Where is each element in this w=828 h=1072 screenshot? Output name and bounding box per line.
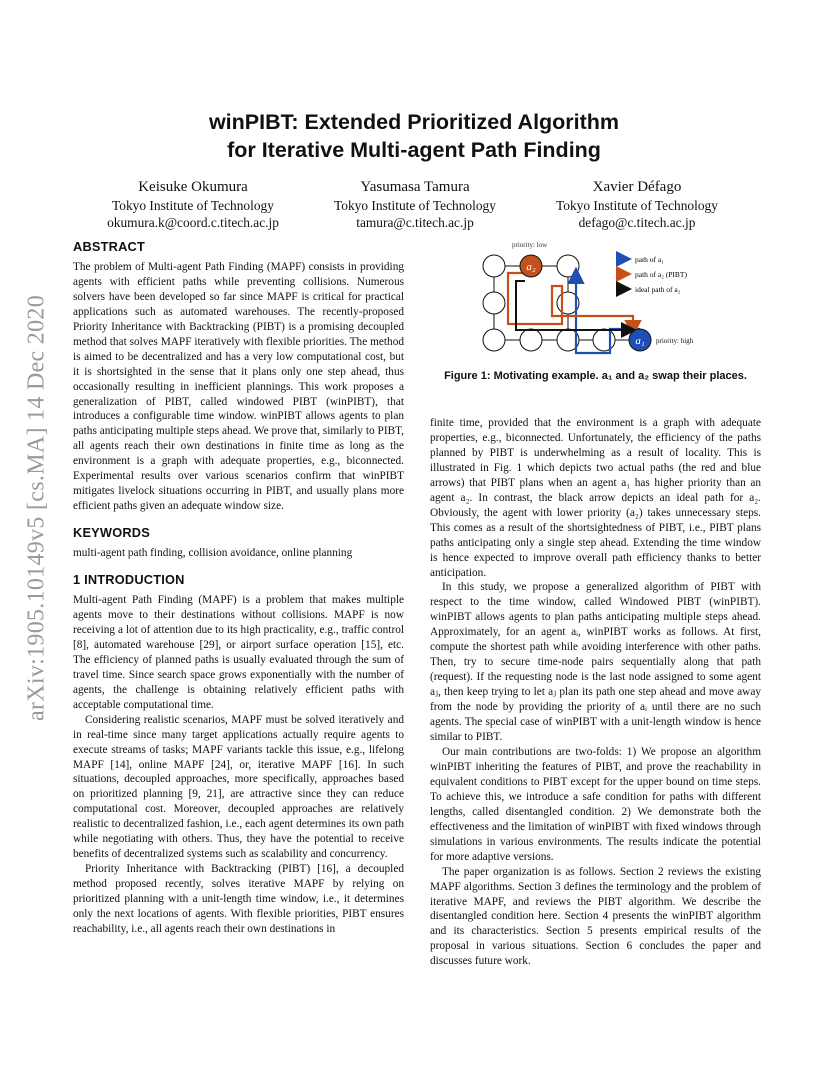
- author-email: tamura@c.titech.ac.jp: [356, 215, 474, 230]
- keywords-heading: KEYWORDS: [73, 525, 150, 541]
- figure-legend: [616, 255, 687, 294]
- intro-paragraph-2: Considering realistic scenarios, MAPF must be solved iteratively and in real-time since many target applications actually require agents to execute streams of tasks; MAPF variants tackle this issue, e.g., lifelong MAPF [14], online MAPF [24], or, iterative MAPF [16]. In such situations, decoupled approaches, more specifically, approaches based on prioritized planning [9, 21], are attractive since they can reduce computational cost. Moreover, decoupled approaches are relatively realistic to decentralized fashion, i.e., each agent determines its own path while negotiating with others. Thus, they have the potential to receive benefits of decentralized systems such as scalability and concurrency.: [73, 713, 404, 861]
- figure-1-caption: Figure 1: Motivating example. a₁ and a₂ swap their places.: [444, 370, 747, 382]
- graph-nodes: [483, 255, 615, 351]
- priority-high-label: priority: high: [656, 337, 694, 345]
- priority-low-label: priority: low: [512, 241, 548, 249]
- arxiv-sidebar: arXiv:1905.10149v5 [cs.MA] 14 Dec 2020: [23, 295, 50, 721]
- author-1: [68, 177, 318, 231]
- author-3: [512, 177, 762, 231]
- author-2: [290, 177, 540, 231]
- introduction-heading: 1 INTRODUCTION: [73, 572, 185, 588]
- left-column: [73, 240, 404, 937]
- abstract-heading: ABSTRACT: [73, 239, 145, 254]
- legend-path-a1: path of a₁: [635, 255, 664, 264]
- right-paragraph-1: finite time, provided that the environment is a graph with adequate properties, e.g., biconnected. Unfortunately, the efficiency of the paths planned by PIBT is underwhelming as a result of locality. This is illustrated in Fig. 1 which depicts two actual paths (the red and blue arrows) that PIBT plans when an agent a₁ has higher priority than an agent a₂. In contrast, the black arrow depicts an ideal path for a₂. Obviously, the agent with lower priority (a₂) takes unnecessary steps. This comes as a result of the shortsightedness of PIBT, i.e., PIBT plans paths anticipating only a single step ahead. Extending the time window is hence expected to improve overall path efficiency thanks to better anticipation.: [430, 417, 761, 579]
- intro-paragraph-3: Priority Inheritance with Backtracking (PIBT) [16], a decoupled method proposed recently, solves iterative MAPF by relying on prioritized planning with a unit-length time window, i.e., it determines only the next locations of agents. With flexible priorities, PIBT ensures reachability, i.e., all agents reach their own destinations in: [73, 863, 404, 935]
- author-email: okumura.k@coord.c.titech.ac.jp: [107, 215, 279, 230]
- abstract-text: The problem of Multi-agent Path Finding (MAPF) consists in providing agents with efficient paths while preventing collisions. Numerous solvers have been developed so far since MAPF is critical for practical applications such as automated warehouses. The recently-proposed Priority Inheritance with Backtracking (PIBT) is a promising decoupled method that solves MAPF iteratively with flexible priorities. The method is aimed to be decentralized and has a very low computational cost, but it is shortsighted in the sense that it plans only one step ahead, thus occasionally resulting in inefficient plannings. This work proposes a generalization of PIBT, called windowed PIBT (winPIBT), that introduces a configurable time window. winPIBT allows agents to plan paths anticipating multiple steps ahead. We prove that, similarly to PIBT, all agents reach their own destinations in finite time as long as the environment is a graph with adequate properties, e.g., biconnected. Experimental results over various scenarios confirm that winPIBT mitigates livelock situations occurring in PIBT, and usually plans more efficient paths given an adequate window size.: [73, 260, 404, 513]
- author-affiliation: Tokyo Institute of Technology: [556, 198, 718, 213]
- right-paragraph-3: Our main contributions are two-folds: 1) We propose an algorithm winPIBT inheriting the features of PIBT, and prove the reachability in equivalent conditions to PIBT except for the upper bound on time steps. To achieve this, we introduce a safe condition for paths with different lengths, called disentangled condition. 2) We demonstrate both the effectiveness and the limitation of winPIBT with fixed windows through simulations in various environments. The results indicate the potential for more adaptive versions.: [430, 745, 761, 863]
- right-paragraph-2: In this study, we propose a generalized algorithm of PIBT with respect to the time window, called Windowed PIBT (winPIBT). winPIBT allows agents to plan paths anticipating multiple steps ahead. Approximately, for an agent aᵢ, winPIBT works as follows. At first, compute the shortest path while avoiding interference with other paths. Then, try to secure time-node pairs sequentially along that path (request). If the requesting node is the last node assigned to some agent aⱼ, then keep trying to let aⱼ plan its path one step ahead and move away from the node by providing the priority of aᵢ until there are no such agents. The special case of winPIBT with a unit-length window is hence similar to PIBT.: [430, 581, 761, 744]
- author-email: defago@c.titech.ac.jp: [578, 215, 696, 230]
- figure-1-diagram: [430, 236, 761, 386]
- author-affiliation: Tokyo Institute of Technology: [112, 198, 274, 213]
- author-name: Yasumasa Tamura: [360, 179, 470, 195]
- right-column: [430, 416, 761, 969]
- legend-path-a2-pibt: path of a₂ (PIBT): [635, 270, 687, 279]
- author-name: Keisuke Okumura: [138, 179, 248, 195]
- author-affiliation: Tokyo Institute of Technology: [334, 198, 496, 213]
- paper-title: winPIBT: Extended Prioritized Algorithm for Iterative Multi-agent Path Finding: [208, 110, 620, 162]
- author-name: Xavier Défago: [592, 179, 682, 195]
- right-paragraph-4: The paper organization is as follows. Section 2 reviews the existing MAPF algorithms. Section 3 defines the terminology and the problem of iterative MAPF, and reviews the PIBT algorithm. We describe the disentangled condition here. Section 4 presents the winPIBT algorithm and its characteristics. Section 5 presents empirical results of the proposal in various situations. Section 6 concludes the paper and discusses future work.: [430, 865, 761, 968]
- agent-a1-label: a₁: [635, 335, 645, 347]
- intro-paragraph-1: Multi-agent Path Finding (MAPF) is a problem that makes multiple agents move to their destinations without collisions. MAPF is now receiving a lot of attention due to its high practicality, e.g., traffic control [8], automated warehouse [29], or airport surface operation [15], etc. The efficiency of planned paths is usually evaluated through the sum of travel time. Since search space grows exponentially with the number of agents, the challenge is obtaining relatively efficient paths with acceptable computational time.: [73, 594, 404, 711]
- keywords-text: multi-agent path finding, collision avoidance, online planning: [73, 547, 353, 560]
- legend-ideal-path-a2: ideal path of a₂: [635, 285, 681, 294]
- agent-a2-label: a₂: [526, 261, 536, 273]
